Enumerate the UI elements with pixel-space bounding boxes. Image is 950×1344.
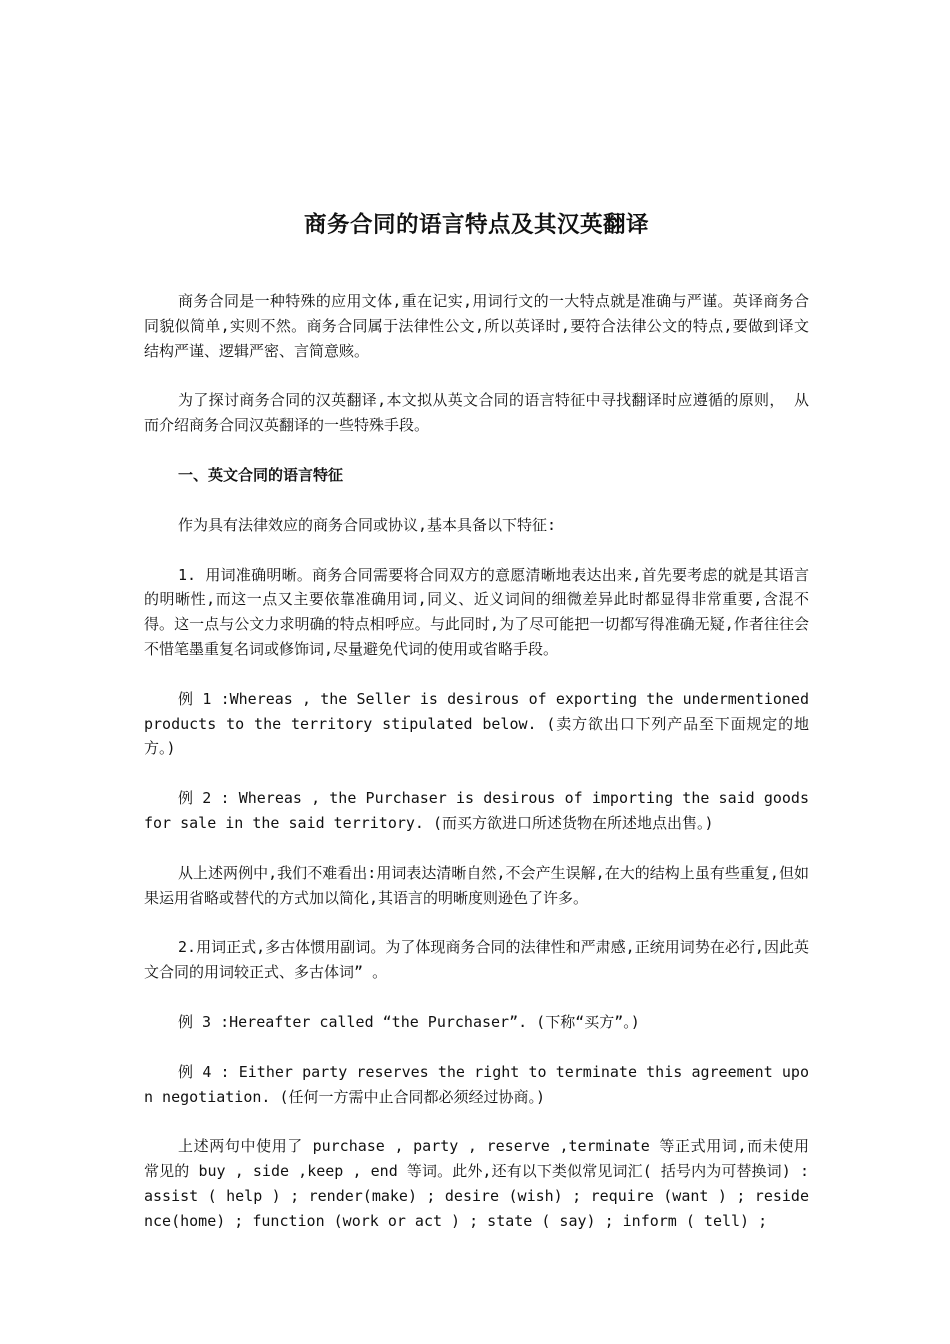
- section-heading: 一、英文合同的语言特征: [178, 465, 344, 484]
- features-intro-paragraph: 作为具有法律效应的商务合同或协议,基本具备以下特征:: [178, 515, 557, 534]
- point-2-paragraph: 2.用词正式,多古体惯用副词。为了体现商务合同的法律性和严肃感,正统用词势在必行,因此英文合同的用词较正式、多古体词” 。: [144, 938, 809, 982]
- purpose-paragraph: 为了探讨商务合同的汉英翻译,本文拟从英文合同的语言特征中寻找翻译时应遵循的原则， 从而介绍商务合同汉英翻译的一些特殊手段。: [144, 391, 809, 435]
- vocabulary-paragraph: 上述两句中使用了 purchase , party , reserve ,terminate 等正式用词,而未使用常见的 buy , side ,keep , end 等词。此外,还有以下类似常见词汇( 括号内为可替换词) : assist ( help ) ; render(make) ; desire (wish) ; require (want ) ; residence(home) ; function (work or act ) ; state ( say) ; inform ( tell) ;: [144, 1137, 809, 1230]
- point-1-paragraph: 1. 用词准确明晰。商务合同需要将合同双方的意愿清晰地表达出来,首先要考虑的就是其语言的明晰性,而这一点又主要依靠准确用词,同义、近义词间的细微差异此时都显得非常重要,含混不得。这一点与公文力求明确的特点相呼应。与此同时,为了尽可能把一切都写得准确无疑,作者往往会不惜笔墨重复名词或修饰词,尽量避免代词的使用或省略手段。: [144, 565, 809, 658]
- analysis-paragraph: 从上述两例中,我们不难看出:用词表达清晰自然,不会产生误解,在大的结构上虽有些重复,但如果运用省略或替代的方式加以简化,其语言的明晰度则逊色了许多。: [144, 863, 809, 907]
- example-2-paragraph: 例 2 : Whereas , the Purchaser is desirous of importing the said goods for sale in the said territory. (而买方欲进口所述货物在所述地点出售。): [144, 789, 809, 832]
- intro-paragraph: 商务合同是一种特殊的应用文体,重在记实,用词行文的一大特点就是准确与严谨。英译商务合同貌似简单,实则不然。商务合同属于法律性公文,所以英译时,要符合法律公文的特点,要做到译文结构严谨、逻辑严密、言简意赅。: [144, 292, 809, 360]
- document-title: 商务合同的语言特点及其汉英翻译: [303, 212, 649, 238]
- document-body: [144, 205, 809, 1259]
- example-4-paragraph: 例 4 : Either party reserves the right to terminate this agreement upon negotiation. (任何一方需中止合同都必须经过协商。): [144, 1062, 809, 1106]
- example-1-paragraph: 例 1 :Whereas , the Seller is desirous of exporting the undermentioned products to the territory stipulated below. (卖方欲出口下列产品至下面规定的地方。): [144, 689, 809, 758]
- example-3-paragraph: 例 3 :Hereafter called “the Purchaser”. (下称“买方”。): [178, 1012, 640, 1031]
